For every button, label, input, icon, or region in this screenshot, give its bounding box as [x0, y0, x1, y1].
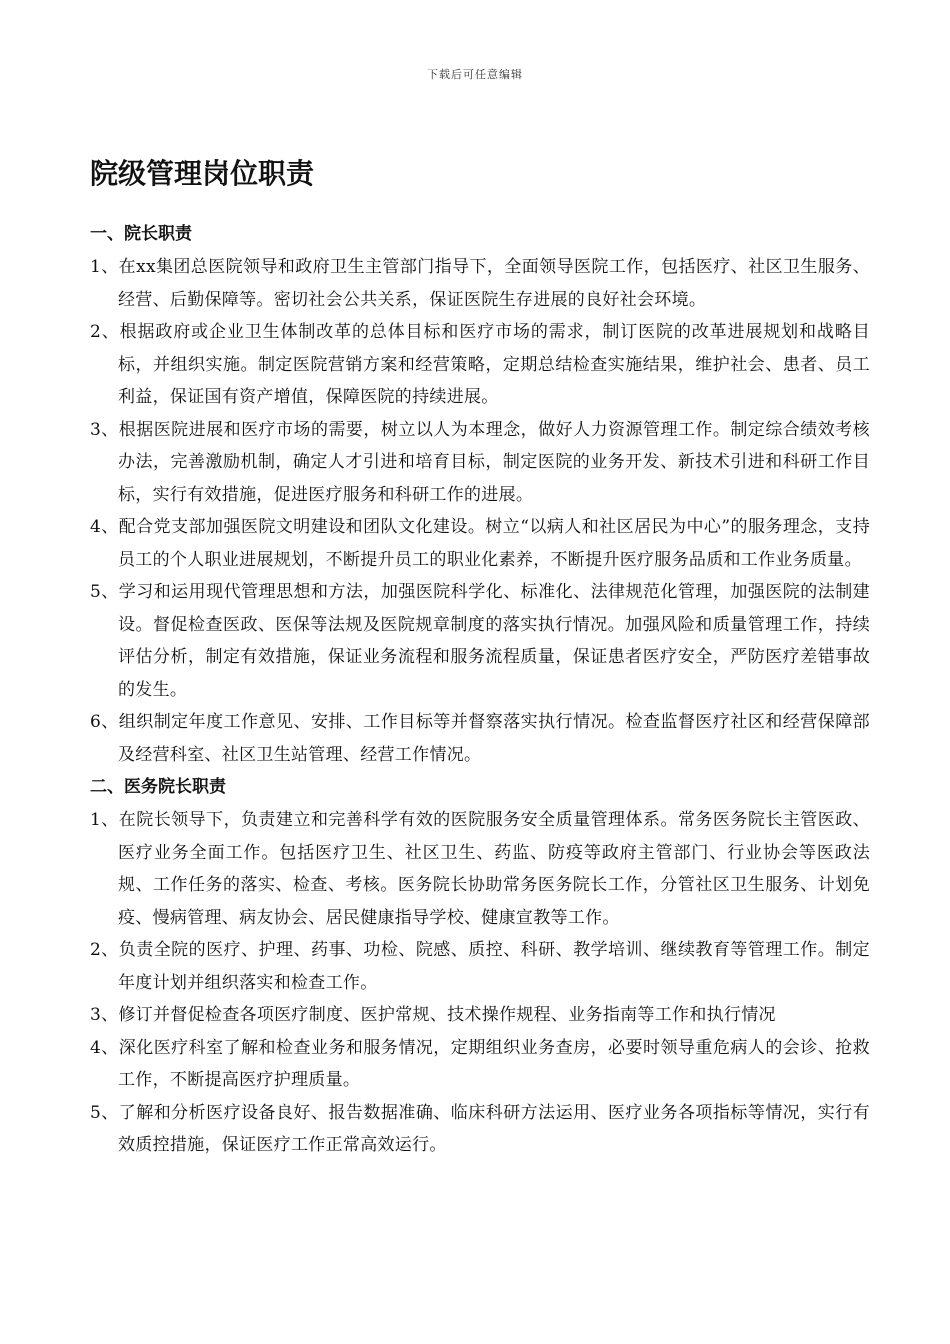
list-item: 6、组织制定年度工作意见、安排、工作目标等并督察落实执行情况。检查监督医疗社区和经营保障部及经营科室、社区卫生站管理、经营工作情况。: [90, 712, 870, 765]
list-item: 1、在xx集团总医院领导和政府卫生主管部门指导下，全面领导医院工作，包括医疗、社区卫生服务、经营、后勤保障等。密切社会公共关系，保证医院生存进展的良好社会环境。: [90, 257, 870, 310]
list-item: 3、根据医院进展和医疗市场的需要，树立以人为本理念，做好人力资源管理工作。制定综合绩效考核办法，完善激励机制，确定人才引进和培育目标，制定医院的业务开发、新技术引进和科研工作目标，实行有效措施，促进医疗服务和科研工作的进展。: [90, 419, 870, 505]
list-item: 4、配合党支部加强医院文明建设和团队文化建设。树立“以病人和社区居民为中心”的服务理念，支持员工的个人职业进展规划，不断提升员工的职业化素养，不断提升医疗服务品质和工作业务质量。: [90, 517, 870, 570]
list-item: 2、负责全院的医疗、护理、药事、功检、院感、质控、科研、教学培训、继续教育等管理工作。制定年度计划并组织落实和检查工作。: [90, 940, 870, 993]
list-item: 3、修订并督促检查各项医疗制度、医护常规、技术操作规程、业务指南等工作和执行情况: [90, 1005, 776, 1025]
section-medical-vice-president-duties: [90, 771, 870, 1162]
document-title: 院级管理岗位职责: [90, 157, 315, 190]
section-heading: 一、院长职责: [90, 224, 192, 244]
list-item: 1、在院长领导下，负责建立和完善科学有效的医院服务安全质量管理体系。常务医务院长主管医政、医疗业务全面工作。包括医疗卫生、社区卫生、药监、防疫等政府主管部门、行业协会等医政法规、工作任务的落实、检查、考核。医务院长协助常务医务院长工作，分管社区卫生服务、计划免疫、慢病管理、病友协会、居民健康指导学校、健康宣教等工作。: [90, 810, 870, 928]
list-item: 2、根据政府或企业卫生体制改革的总体目标和医疗市场的需求，制订医院的改革进展规划和战略目标，并组织实施。制定医院营销方案和经营策略，定期总结检查实施结果，维护社会、患者、员工利益，保证国有资产增值，保障医院的持续进展。: [90, 322, 870, 407]
list-item: 4、深化医疗科室了解和检查业务和服务情况，定期组织业务查房，必要时领导重危病人的会诊、抢救工作，不断提高医疗护理质量。: [90, 1037, 870, 1090]
section-heading: 二、医务院长职责: [90, 777, 226, 797]
page-header: 下载后可任意编辑: [427, 68, 523, 81]
list-item: 5、学习和运用现代管理思想和方法，加强医院科学化、标准化、法律规范化管理，加强医院的法制建设。督促检查医政、医保等法规及医院规章制度的落实执行情况。加强风险和质量管理工作，持续评估分析，制定有效措施，保证业务流程和服务流程质量，保证患者医疗安全，严防医疗差错事故的发生。: [90, 582, 870, 700]
list-item: 5、了解和分析医疗设备良好、报告数据准确、临床科研方法运用、医疗业务各项指标等情况，实行有效质控措施，保证医疗工作正常高效运行。: [90, 1102, 870, 1155]
section-president-duties: [90, 218, 870, 771]
document-body: [90, 218, 870, 1162]
